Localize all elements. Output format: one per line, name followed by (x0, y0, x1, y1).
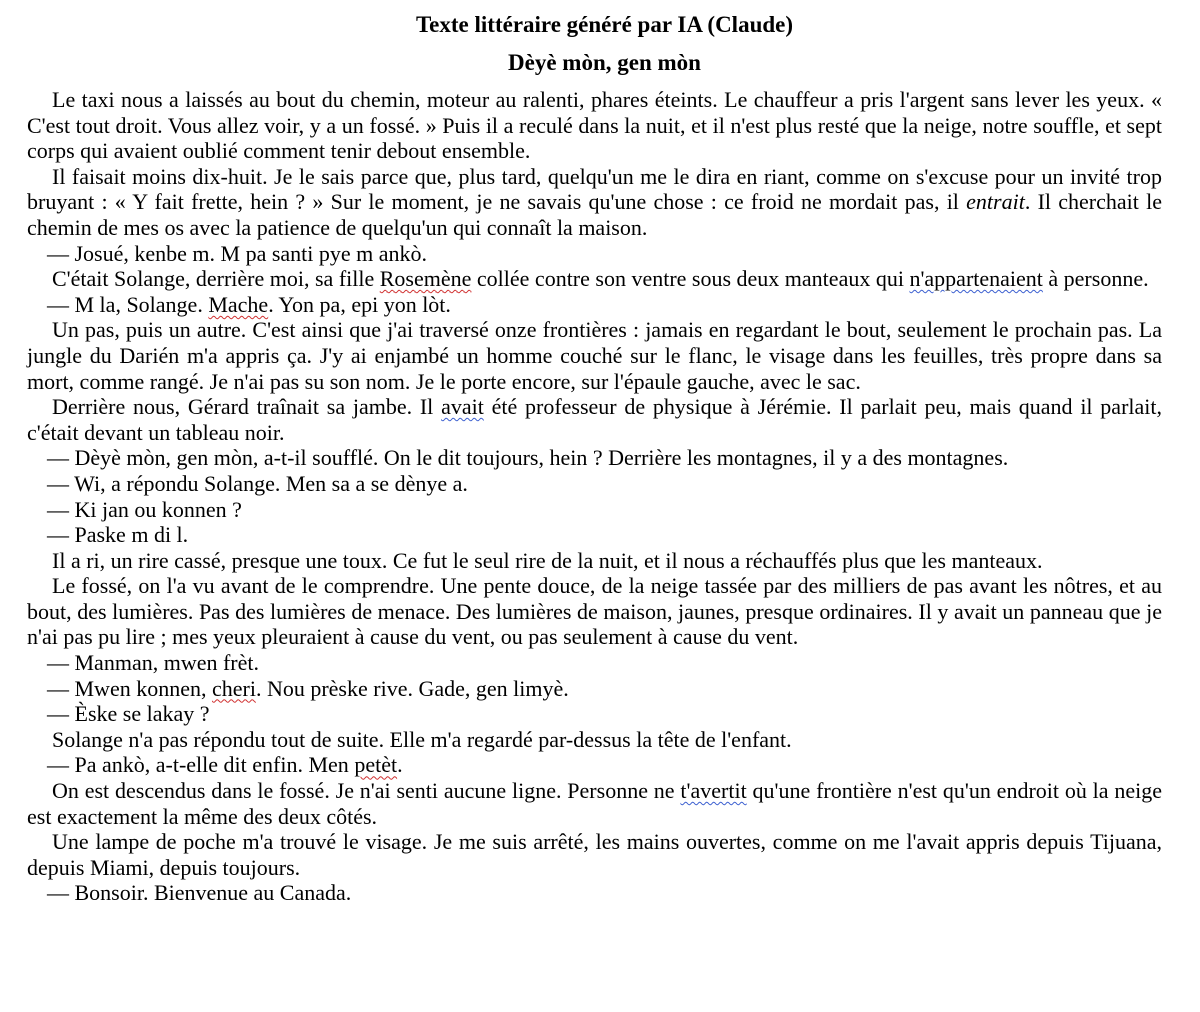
dialogue-line: — Bonsoir. Bienvenue au Canada. (47, 880, 352, 906)
text-run: Derrière nous, Gérard traînait sa jambe. Il (52, 394, 442, 420)
document-subtitle: Dèyè mòn, gen mòn (508, 50, 701, 75)
paragraph-cold (27, 164, 1162, 241)
paragraph-cold-part-b: . Il cherchait le chemin de mes os avec la patience de quelqu'un qui connaît la maison. (27, 189, 1162, 240)
misspelled-word[interactable]: Mache (208, 291, 269, 317)
dialogue-line: — Josué, kenbe m. M pa santi pye m ankò. (47, 240, 428, 266)
paragraph-taxi: Le taxi nous a laissés au bout du chemin, moteur au ralenti, phares éteints. Le chauffeur a pris l'argent sans lever les yeux. « C'est tout droit. Vous allez voir, y a un fossé. » Puis il a reculé dans la nuit, et il n'est plus resté que la neige, notre souffle, et sept corps qui avaient oublié comment tenir debout ensemble. (27, 87, 1162, 164)
paragraph-cold-part-a: Il faisait moins dix-huit. Je le sais parce que, plus tard, quelqu'un me le dira en riant, comme on s'excuse pour un invité trop bruyant : « Y fait frette, hein ? » Sur le moment, je ne savais qu'une chose : ce froid ne mordait pas, il (27, 163, 1162, 215)
paragraph-laugh: Il a ri, un rire cassé, presque une toux. Ce fut le seul rire de la nuit, et il nous a réchauffés plus que les manteaux. (52, 547, 1043, 573)
grammar-flagged-word[interactable]: n'appartenaient (909, 266, 1043, 292)
paragraph-descent (27, 778, 1162, 829)
text-run: C'était Solange, derrière moi, sa fille (52, 266, 380, 292)
dialogue-line: — Manman, mwen frèt. (47, 650, 259, 676)
text-run: On est descendus dans le fossé. Je n'ai senti aucune ligne. Personne ne (52, 778, 681, 804)
text-run: à personne. (1042, 266, 1149, 292)
misspelled-word[interactable]: Rosemène (379, 266, 472, 292)
paragraph-frontiers: Un pas, puis un autre. C'est ainsi que j'ai traversé onze frontières : jamais en regardant le bout, seulement le prochain pas. La jungle du Darién m'a appris ça. J'y ai enjambé un homme couché sur le flanc, le visage dans les feuilles, très propre dans sa mort, comme rangé. Je n'ai pas su son nom. Je le porte encore, sur l'épaule gauche, avec le sac. (27, 317, 1162, 394)
text-run: — M la, Solange. (47, 291, 209, 317)
dialogue-line: — Wi, a répondu Solange. Men sa a se dènye a. (47, 470, 468, 496)
paragraph-ditch: Le fossé, on l'a vu avant de le comprendre. Une pente douce, de la neige tassée par des milliers de pas avant les nôtres, et au bout, des lumières. Pas des lumières de menace. Des lumières de maison, jaunes, presque ordinaires. Il y avait un panneau que je n'ai pas pu lire ; mes yeux pleuraient à cause du vent, ou pas seulement à cause du vent. (27, 573, 1162, 650)
text-run: . Nou prèske rive. Gade, gen limyè. (255, 675, 569, 701)
paragraph-solange (27, 266, 1162, 292)
text-run: — Mwen konnen, (47, 675, 212, 701)
grammar-flagged-word[interactable]: t'avertit (680, 778, 747, 804)
document-body (27, 87, 1162, 906)
misspelled-word[interactable]: cheri (211, 675, 256, 701)
text-run: . Yon pa, epi yon lòt. (268, 291, 451, 317)
dialogue-line (27, 292, 1162, 318)
dialogue-line: — Dèyè mòn, gen mòn, a-t-il soufflé. On le dit toujours, hein ? Derrière les montagnes, il y a des montagnes. (47, 445, 1009, 471)
dialogue-line: — Ki jan ou konnen ? (47, 496, 242, 522)
dialogue-line: — Èske se lakay ? (47, 701, 210, 727)
italic-word: entrait (966, 189, 1025, 215)
dialogue-line: — Paske m di l. (47, 522, 189, 548)
grammar-flagged-word[interactable]: avait (441, 394, 484, 420)
misspelled-word[interactable]: petèt (354, 752, 398, 778)
text-run: qu'une frontière n'est qu'un endroit où la neige est exactement la même des deux côtés. (27, 778, 1163, 829)
text-run: — Pa ankò, a-t-elle dit enfin. Men (47, 752, 355, 778)
dialogue-line (27, 752, 1162, 778)
document-title: Texte littéraire généré par IA (Claude) (415, 12, 794, 37)
text-run: . (397, 752, 403, 778)
paragraph-solange-look: Solange n'a pas répondu tout de suite. Elle m'a regardé par-dessus la tête de l'enfant. (52, 726, 792, 752)
dialogue-line (27, 676, 1162, 702)
paragraph-gerard (27, 394, 1162, 445)
text-run: été professeur de physique à Jérémie. Il parlait peu, mais quand il parlait, c'était devant un tableau noir. (27, 394, 1162, 445)
text-run: collée contre son ventre sous deux manteaux qui (471, 266, 910, 292)
paragraph-flashlight: Une lampe de poche m'a trouvé le visage. Je me suis arrêté, les mains ouvertes, comme on me l'avait appris depuis Tijuana, depuis Miami, depuis toujours. (27, 829, 1162, 880)
